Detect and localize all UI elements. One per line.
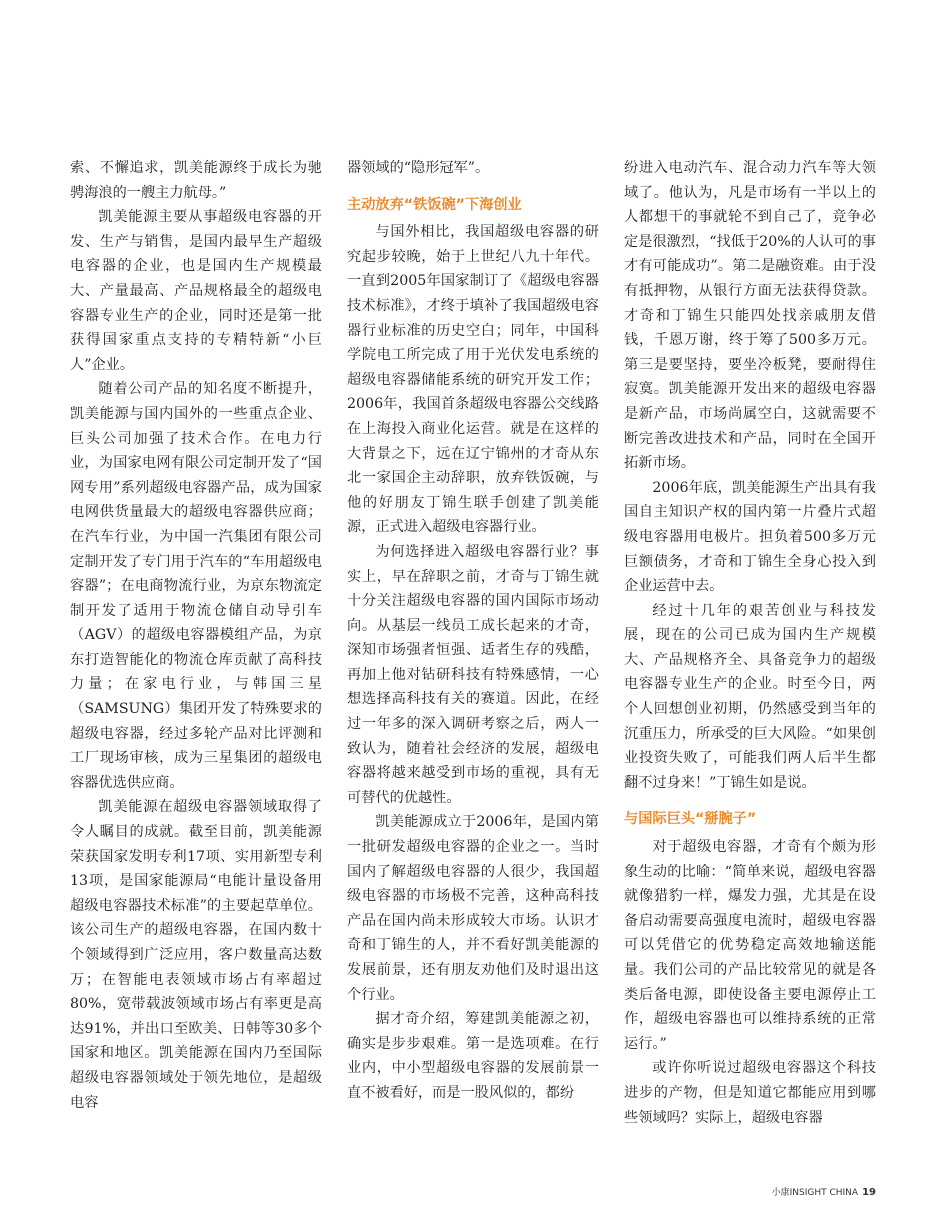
paragraph: 经过十几年的艰苦创业与科技发展，现在的公司已成为国内生产规模大、产品规格齐全、具备竞争力的超级电容器专业生产的企业。时至今日，两个人回想创业初期，仍然感受到当年的沉重压力，所承受的巨大风险。“如果创业投资失败了，可能我们两人后半生都翻不过身来！”丁锦生如是说。 [624,602,876,791]
text-column-3 [624,156,876,1130]
text-column-2 [347,156,599,1106]
paragraph: 凯美能源在超级电容器领域取得了令人瞩目的成就。截至目前，凯美能源荣获国家发明专利17项、实用新型专利13项，是国家能源局“电能计量设备用超级电容器技术标准”的主要起草单位。该公司生产的超级电容器，在国内数十个领域得到广泛应用，客户数量高达数万；在智能电表领域市场占有率超过80%，宽带载波领域市场占有率更是高达91%，并出口至欧美、日韩等30多个国家和地区。凯美能源在国内乃至国际超级电容器领域处于领先地位，是超级电容 [70,799,322,1111]
section-heading: 与国际巨头“掰腕子” [624,811,757,828]
paragraph: 或许你听说过超级电容器这个科技进步的产物，但是知道它都能应用到哪些领域吗？实际上，超级电容器 [624,1060,876,1126]
page-footer [772,1185,876,1198]
paragraph: 据才奇介绍，筹建凯美能源之初，确实是步步艰难。第一是选项难。在行业内，中小型超级电容器的发展前景一直不被看好，而是一股风似的，都纷 [347,1011,599,1101]
text-column-1 [70,156,322,1115]
page-number: 19 [862,1187,876,1198]
paragraph: 器领域的“隐形冠军”。 [347,160,490,176]
paragraph: 凯美能源主要从事超级电容器的开发、生产与销售，是国内最早生产超级电容器的企业，也是国内生产规模最大、产量最高、产品规格最全的超级电容器专业生产的企业，同时还是第一批获得国家重点支持的专精特新“小巨人”企业。 [70,209,322,373]
paragraph: 凯美能源成立于2006年，是国内第一批研发超级电容器的企业之一。当时国内了解超级电容器的人很少，我国超级电容器的市场极不完善，这种高科技产品在国内尚未形成较大市场。认识才奇和丁锦生的人，并不看好凯美能源的发展前景，还有朋友劝他们及时退出这个行业。 [347,814,599,1003]
paragraph: 纷进入电动汽车、混合动力汽车等大领域了。他认为，凡是市场有一半以上的人都想干的事就轮不到自己了，竞争必定是很激烈，“找低于20%的人认可的事才有可能成功”。第二是融资难。由于没有抵押物，从银行方面无法获得贷款。才奇和丁锦生只能四处找亲戚朋友借钱，千恩万谢，终于筹了500多万元。第三是要坚持，要坐冷板凳，要耐得住寂寞。凯美能源开发出来的超级电容器是新产品，市场尚属空白，这就需要不断完善改进技术和产品，同时在全国开拓新市场。 [624,160,876,472]
paragraph: 索、不懈追求，凯美能源终于成长为驰骋海浪的一艘主力航母。” [70,160,322,201]
paragraph: 与国外相比，我国超级电容器的研究起步较晚，始于上世纪八九十年代。一直到2005年国家制订了《超级电容器技术标准》，才终于填补了我国超级电容器行业标准的历史空白；同年，中国科学院电工所完成了用于光伏发电系统的超级电容器储能系统的研究开发工作；2006年，我国首条超级电容器公交线路在上海投入商业化运营。就是在这样的大背景之下，远在辽宁锦州的才奇从东北一家国企主动辞职，放弃铁饭碗，与他的好朋友丁锦生联手创建了凯美能源，正式进入超级电容器行业。 [347,224,599,536]
paragraph: 随着公司产品的知名度不断提升，凯美能源与国内国外的一些重点企业、巨头公司加强了技术合作。在电力行业，为国家电网有限公司定制开发了“国网专用”系列超级电容器产品，成为国家电网供货量最大的超级电容器供应商；在汽车行业，为中国一汽集团有限公司定制开发了专门用于汽车的“车用超级电容器”；在电商物流行业，为京东物流定制开发了适用于物流仓储自动导引车（AGV）的超级电容器模组产品，为京东打造智能化的物流仓库贡献了高科技力量；在家电行业，与韩国三星（SAMSUNG）集团开发了特殊要求的超级电容器，经过多轮产品对比评测和工厂现场审核，成为三星集团的超级电容器优选供应商。 [70,381,322,791]
publication-name: 小康INSIGHT CHINA [771,1188,859,1198]
paragraph: 2006年底，凯美能源生产出具有我国自主知识产权的国内第一片叠片式超级电容器用电极片。担负着500多万元巨额债务，才奇和丁锦生全身心投入到企业运营中去。 [624,479,876,595]
section-heading: 主动放弃“铁饭碗”下海创业 [347,196,522,213]
paragraph: 对于超级电容器，才奇有个颇为形象生动的比喻：“简单来说，超级电容器就像猎豹一样，爆发力强，尤其是在设备启动需要高强度电流时，超级电容器可以凭借它的优势稳定高效地输送能量。我们公司的产品比较常见的就是各类后备电源，即使设备主要电源停止工作，超级电容器也可以维持系统的正常运行。” [624,839,876,1052]
paragraph: 为何选择进入超级电容器行业？事实上，早在辞职之前，才奇与丁锦生就十分关注超级电容器的国内国际市场动向。从基层一线员工成长起来的才奇，深知市场强者恒强、适者生存的残酷，再加上他对钻研科技有特殊感情，一心想选择高科技有关的赛道。因此，在经过一年多的深入调研考察之后，两人一致认为，随着社会经济的发展，超级电容器将越来越受到市场的重视，具有无可替代的优越性。 [347,543,599,806]
